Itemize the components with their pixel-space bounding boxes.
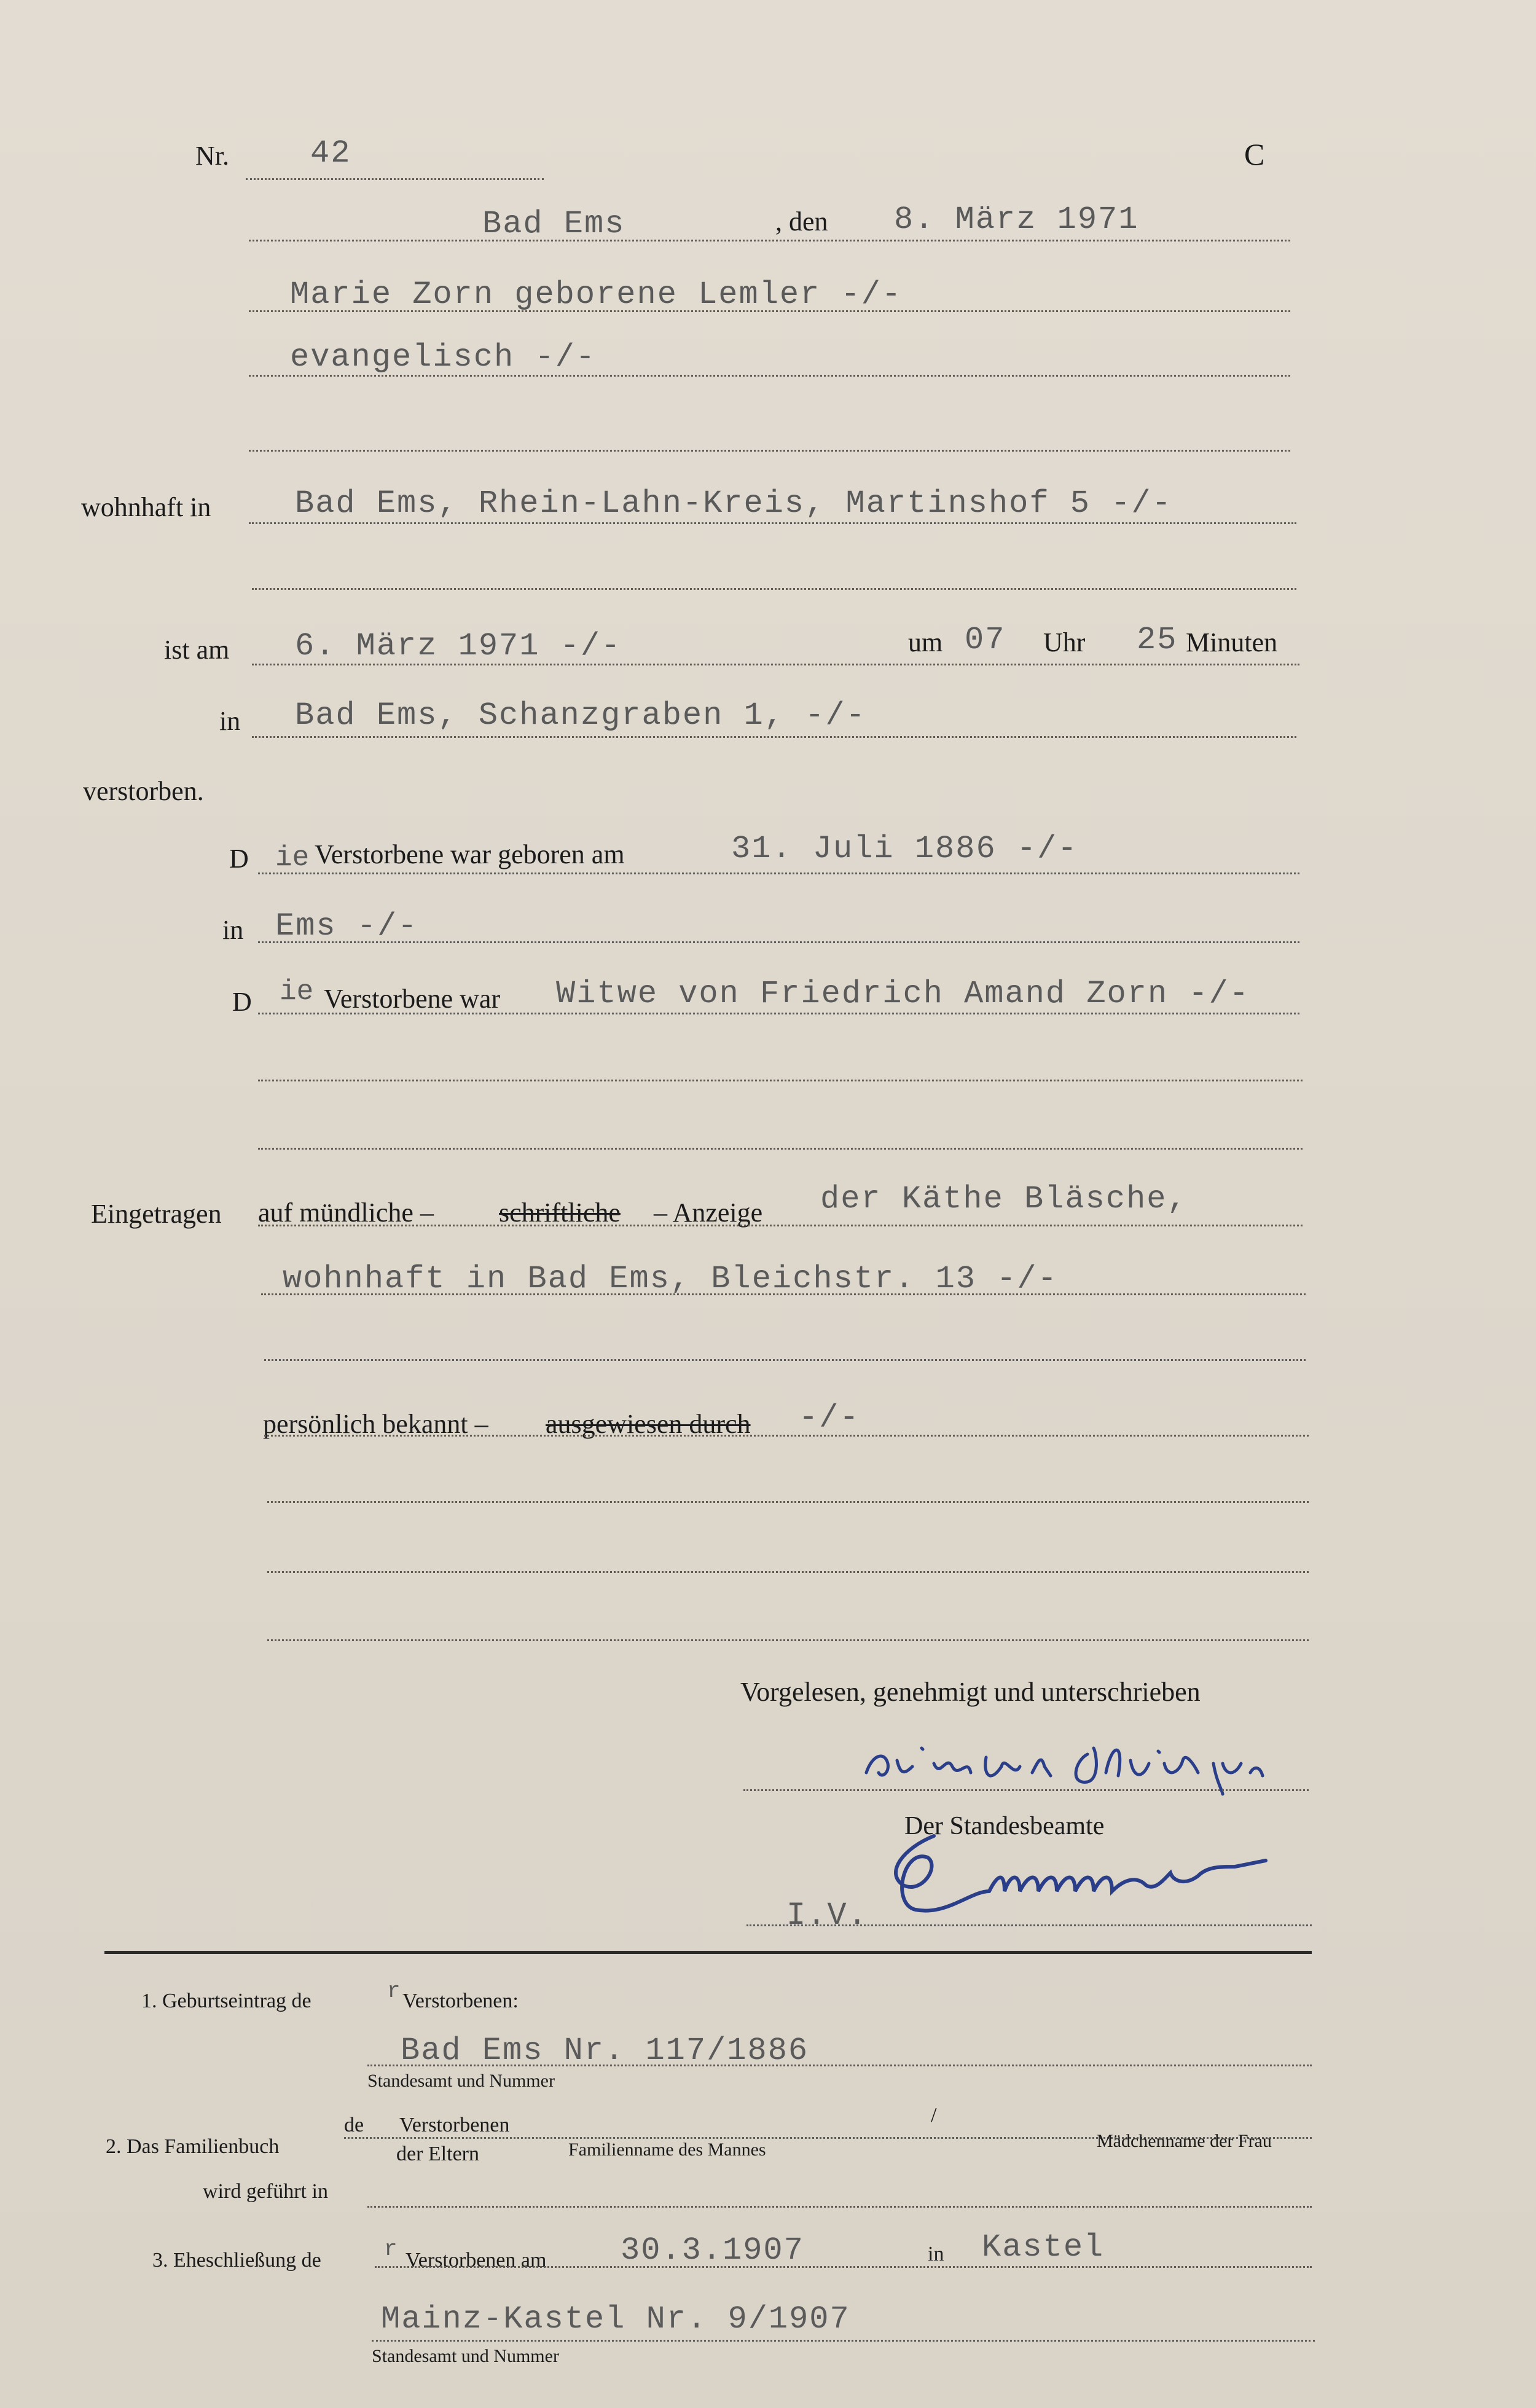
blank-line-6	[267, 1501, 1309, 1503]
registry-date: 8. März 1971	[894, 202, 1139, 238]
marital-ie-insert: ie	[280, 976, 314, 1008]
eingetragen-label: Eingetragen	[91, 1199, 222, 1229]
item1-caption: Standesamt und Nummer	[367, 2071, 555, 2091]
deceased-name: Marie Zorn geborene Lemler -/-	[290, 276, 903, 313]
name-line	[249, 310, 1290, 312]
informant-name: der Käthe Bläsche,	[820, 1181, 1188, 1217]
footer-divider	[104, 1951, 1312, 1954]
blank-line-7	[267, 1571, 1309, 1573]
nr-line	[246, 178, 544, 180]
blank-line-1	[249, 450, 1290, 452]
item2-gefuehrt: wird geführt in	[203, 2180, 328, 2203]
item1-line	[367, 2065, 1312, 2066]
bekannt-label: persönlich bekannt –	[263, 1409, 488, 1439]
item3-value: Mainz-Kastel Nr. 9/1907	[381, 2301, 850, 2337]
marital-d-prefix: D	[232, 987, 252, 1017]
record-number: 42	[310, 135, 351, 171]
item1-label: 1. Geburtseintrag de	[141, 1990, 312, 2012]
item3-place: Kastel	[982, 2229, 1105, 2265]
death-minutes: 25	[1137, 622, 1178, 658]
vorgelesen-text: Vorgelesen, genehmigt und unterschrieben	[740, 1677, 1201, 1707]
item3-caption: Standesamt und Nummer	[372, 2346, 559, 2366]
blank-line-4	[258, 1148, 1303, 1150]
item3-value-line	[372, 2340, 1315, 2342]
informant-address: wohnhaft in Bad Ems, Bleichstr. 13 -/-	[283, 1261, 1058, 1297]
item2-fam-mann: Familienname des Mannes	[568, 2139, 766, 2160]
item3-insert: r	[384, 2237, 398, 2262]
informant-line	[258, 1225, 1303, 1226]
blank-line-5	[264, 1359, 1306, 1361]
birth-line	[258, 873, 1299, 874]
blank-line-3	[258, 1080, 1303, 1081]
registrar-signature	[866, 1824, 1333, 1928]
death-date-line	[252, 664, 1299, 665]
marital-value: Witwe von Friedrich Amand Zorn -/-	[556, 976, 1250, 1012]
item1-value: Bad Ems Nr. 117/1886	[401, 2033, 809, 2069]
birth-d-prefix: D	[229, 844, 249, 874]
informant-signature	[854, 1730, 1321, 1797]
death-place-label: in	[219, 706, 241, 736]
item2-slash: /	[931, 2104, 937, 2127]
death-place: Bad Ems, Schanzgraben 1, -/-	[295, 697, 866, 734]
blank-line-8	[267, 1639, 1309, 1641]
registrar-signature-line	[746, 1924, 1312, 1926]
ausgewiesen-struck: ausgewiesen durch	[546, 1409, 751, 1439]
form-letter: C	[1244, 137, 1265, 171]
marital-label: Verstorbene war	[324, 984, 501, 1014]
informant-address-line	[261, 1293, 1306, 1295]
death-hour: 07	[965, 622, 1006, 658]
birth-label: Verstorbene war geboren am	[315, 839, 625, 869]
item3-line	[375, 2266, 1312, 2268]
bekannt-line	[264, 1435, 1309, 1437]
item2-line-bottom	[367, 2206, 1312, 2208]
birth-place-label: in	[222, 915, 244, 945]
birth-place: Ems -/-	[275, 908, 418, 944]
item2-maedchen: Mädchenname der Frau	[1097, 2131, 1272, 2151]
anzeige-label: – Anzeige	[654, 1198, 763, 1228]
item3-suffix: Verstorbenen am	[406, 2249, 547, 2272]
residence-label: wohnhaft in	[81, 492, 211, 522]
deceased-religion: evangelisch -/-	[290, 339, 597, 375]
schriftlich-struck: schriftliche	[499, 1198, 621, 1228]
residence-line	[249, 522, 1296, 524]
residence-value: Bad Ems, Rhein-Lahn-Kreis, Martinshof 5 -/-	[295, 485, 1172, 522]
iv-abbrev: I.V.	[786, 1897, 868, 1934]
item2-de: de	[344, 2114, 364, 2136]
death-date-label: ist am	[164, 635, 230, 665]
standesbeamte-label: Der Standesbeamte	[904, 1812, 1105, 1840]
death-place-line	[252, 736, 1296, 738]
birth-date: 31. Juli 1886 -/-	[731, 831, 1078, 867]
muendlich-label: auf mündliche –	[258, 1198, 434, 1228]
item3-label: 3. Eheschließung de	[152, 2249, 321, 2272]
item2-eltern: der Eltern	[396, 2143, 479, 2165]
item2-verstorbenen: Verstorbenen	[399, 2114, 510, 2136]
item3-in: in	[928, 2243, 944, 2265]
nr-label: Nr.	[195, 141, 229, 171]
minuten-label: Minuten	[1186, 627, 1278, 657]
um-label: um	[908, 627, 943, 657]
registry-place: Bad Ems	[482, 206, 625, 242]
birth-ie-insert: ie	[275, 842, 310, 874]
item3-date: 30.3.1907	[621, 2232, 804, 2269]
informant-signature-line	[743, 1789, 1309, 1791]
item1-insert: r	[387, 1979, 401, 2004]
death-date: 6. März 1971 -/-	[295, 628, 622, 664]
verstorben-label: verstorben.	[83, 776, 204, 806]
marital-line	[258, 1013, 1299, 1014]
den-label: , den	[775, 206, 828, 237]
item2-label: 2. Das Familienbuch	[106, 2135, 280, 2158]
blank-line-2	[252, 588, 1296, 590]
birth-place-line	[258, 941, 1299, 943]
bekannt-suffix: -/-	[799, 1400, 860, 1436]
item1-suffix: Verstorbenen:	[402, 1990, 519, 2012]
religion-line	[249, 375, 1290, 377]
uhr-label: Uhr	[1043, 627, 1086, 657]
place-date-line	[249, 240, 1290, 241]
